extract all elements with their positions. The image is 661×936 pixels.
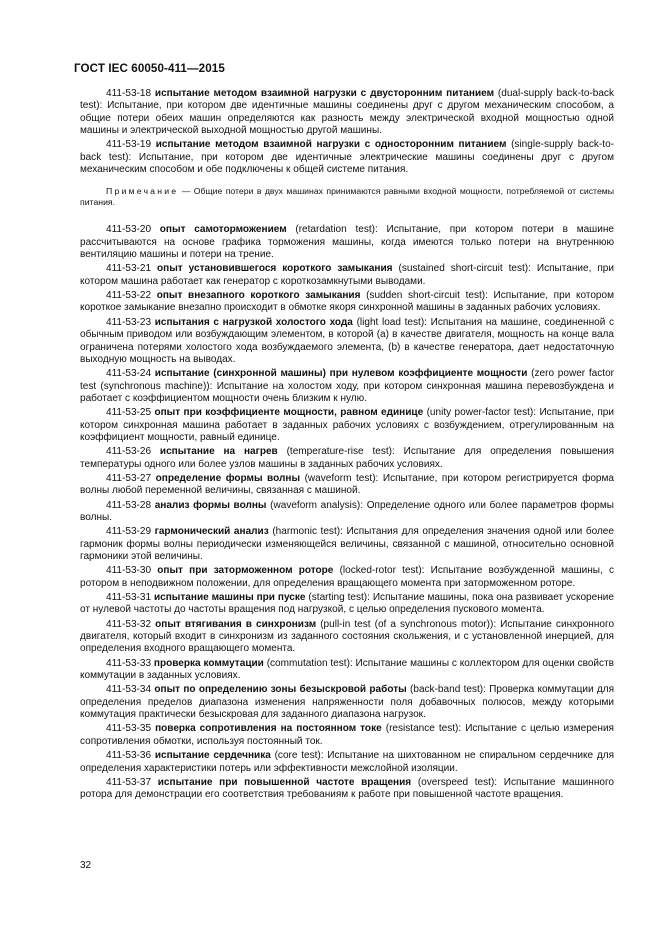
term-number: 411-53-27 (106, 472, 152, 484)
term-definition: (light load test): Испытания на машине, соединенной с обычным приводом или возбуждающим элементом, в которой (а) в качестве двигателя, мощность на конце вала ограничена потерями холостого хода возбуждаемого элемента, (b) в качестве генератора, дает недостаточную выходную мощность на выводах. (80, 316, 615, 365)
document-body (80, 88, 614, 804)
term-entry (80, 592, 614, 617)
term-entry (80, 473, 614, 498)
term-number: 411-53-34 (106, 684, 152, 696)
term-definition: (retardation test): Испытание, при котором потери в машине рассчитываются на основе графика торможения машины, когда имеются только потери на внутреннюю вентиляцию машины и потери на трение. (80, 224, 614, 261)
term-definition: (temperature-rise test): Испытание для определения повышения температуры одного или более узлов машины в заданных рабочих условиях. (80, 446, 615, 470)
term-number: 411-53-36 (106, 750, 152, 762)
term-number: 411-53-21 (106, 263, 152, 275)
term-title: испытание методом взаимной нагрузки с двусторонним питанием (154, 88, 495, 99)
term-entry (80, 407, 614, 444)
term-definition: (starting test): Испытание машины, пока она развивает ускорение от нулевой частоты до частоты вращения под нагрузкой, с целью определения пускового момента. (80, 592, 614, 616)
term-entry (80, 317, 614, 366)
note (80, 186, 614, 208)
term-entry (80, 777, 614, 802)
term-entry (80, 368, 614, 405)
term-definition: (locked-rotor test): Испытание возбужденной машины, с ротором в неподвижном положении, для определения вращающего момента при заторможенном роторе. (80, 565, 614, 589)
term-title: опыт установившегося короткого замыкания (157, 263, 393, 275)
term-definition: (harmonic test): Испытания для определения значения одной или более гармоник формы волны периодически изменяющейся величины, связанной с машиной, относительно основной гармоники этой величины. (80, 526, 614, 562)
term-number: 411-53-37 (106, 776, 152, 788)
term-number: 411-53-23 (106, 316, 152, 328)
term-number: 411-53-19 (106, 139, 152, 151)
term-definition: (single-supply back-to-back test): Испытание, при котором две идентичные электрические машины соединены друг с другом механическим способом и обе подключены к общей системе питания. (80, 139, 614, 176)
term-definition: (commutation test): Испытание машины с коллектором для оценки свойств коммутации в заданных условиях. (80, 657, 615, 682)
term-definition: (core test): Испытание на шихтованном не спиральном сердечнике для определения характеристики потерь или эффективности межслойной изоляции. (80, 750, 615, 774)
term-entry (80, 290, 614, 315)
term-entry (80, 500, 614, 525)
term-entry (80, 526, 614, 563)
term-entry (80, 658, 614, 683)
term-number: 411-53-26 (106, 446, 152, 458)
term-definition: (waveform test): Испытание, при котором регистрируется форма волны любой переменной величины, связанная с машиной. (80, 472, 615, 497)
document-header: ГОСТ IEC 60050-411—2015 (74, 62, 225, 75)
term-definition: (unity power-factor test): Испытание, при котором синхронная машина работает в заданных рабочих условиях с возбуждением, отрегулированным на коэффициент мощности, равный единице. (80, 407, 614, 443)
term-title: опыт внезапного короткого замыкания (156, 290, 361, 302)
term-title: опыт втягивания в синхронизм (155, 618, 317, 630)
term-entry (80, 88, 614, 137)
term-number: 411-53-31 (106, 592, 152, 604)
term-title: опыт самоторможением (159, 224, 287, 236)
term-definition: (back-band test): Проверка коммутации для определения пределов диапазона изменения напряженности поля добавочных полюсов, между которыми коммутация практически безыскровая для заданного диапазона нагрузок. (80, 684, 615, 721)
term-entry (80, 684, 614, 721)
term-definition: (dual-supply back-to-back test): Испытание, при котором две идентичные машины соединены друг с другом механическим способом, а общие потери обеих машин определяются как разность между электрической входной мощностью одной машины и электрической выходной мощностью другой машины. (80, 88, 614, 137)
entries-top (80, 88, 614, 176)
note-label: Примечание (106, 186, 179, 197)
term-title: испытания с нагрузкой холостого хода (154, 316, 353, 328)
term-entry (80, 565, 614, 590)
term-number: 411-53-29 (106, 526, 152, 538)
term-number: 411-53-22 (106, 290, 152, 302)
term-title: опыт по определению зоны безыскровой работы (154, 684, 407, 696)
term-title: поверка сопротивления на постоянном токе (155, 723, 382, 735)
term-definition: (waveform analysis): Определение одного или более параметров формы волны. (80, 499, 614, 523)
term-title: опыт при заторможенном роторе (157, 565, 334, 577)
term-title: испытание при повышенной частоте вращения (157, 776, 412, 788)
term-number: 411-53-35 (106, 723, 152, 735)
term-number: 411-53-28 (106, 499, 152, 511)
term-number: 411-53-25 (106, 407, 152, 419)
term-entry (80, 619, 614, 656)
term-title: испытание на нагрев (159, 446, 278, 458)
term-entry (80, 723, 614, 748)
term-title: испытание методом взаимной нагрузки с односторонним питанием (155, 139, 507, 151)
term-title: определение формы волны (155, 472, 301, 484)
term-number: 411-53-33 (106, 657, 152, 669)
term-entry (80, 750, 614, 775)
note-text: — Общие потери в двух машинах принимаются равными входной мощности, потребляемой от системы питания. (80, 186, 614, 208)
term-entry (80, 139, 614, 176)
page-number: 32 (80, 860, 92, 871)
term-title: испытание (синхронной машины) при нулевом коэффициенте мощности (154, 368, 528, 380)
term-entry (80, 263, 614, 288)
term-title: проверка коммутации (153, 657, 264, 669)
term-number: 411-53-24 (106, 368, 152, 380)
term-entry (80, 446, 614, 471)
term-title: опыт при коэффициенте мощности, равном единице (154, 407, 424, 419)
term-number: 411-53-18 (106, 88, 152, 99)
term-number: 411-53-20 (106, 224, 152, 236)
term-definition: (resistance test): Испытание с целью измерения сопротивления обмотки, используя постоянный ток. (80, 723, 614, 747)
term-definition: (overspeed test): Испытание машинного ротора для демонстрации его соответствия требованиям к работе при повышенной частоте вращения. (80, 776, 615, 801)
term-entry (80, 224, 614, 261)
term-definition: (sustained short-circuit test): Испытание, при котором машина работает как генератор с короткозамкнутыми выводами. (80, 263, 614, 287)
term-title: испытание сердечника (154, 750, 271, 762)
entries (80, 224, 614, 801)
term-number: 411-53-30 (106, 565, 152, 577)
term-definition: (zero power factor test (synchronous machine)): Испытание на холостом ходу, при котором синхронная машина перевозбуждена и работает с коэффициентом мощности очень близким к нулю. (80, 368, 615, 404)
term-definition: (pull-in test (of a synchronous motor)): Испытание синхронного двигателя, который входит в синхронизм из заданного состояния скольжения, и с установленной инерцией, для определения входного вращающего момента. (80, 618, 615, 655)
term-title: анализ формы волны (154, 499, 267, 511)
term-title: гармонический анализ (154, 526, 269, 538)
term-definition: (sudden short-circuit test): Испытание, при котором короткое замыкание внезапно происходит в обмотке якоря синхронной машины в заданных рабочих условиях. (80, 290, 614, 314)
term-number: 411-53-32 (106, 618, 152, 630)
term-title: испытание машины при пуске (153, 592, 306, 604)
